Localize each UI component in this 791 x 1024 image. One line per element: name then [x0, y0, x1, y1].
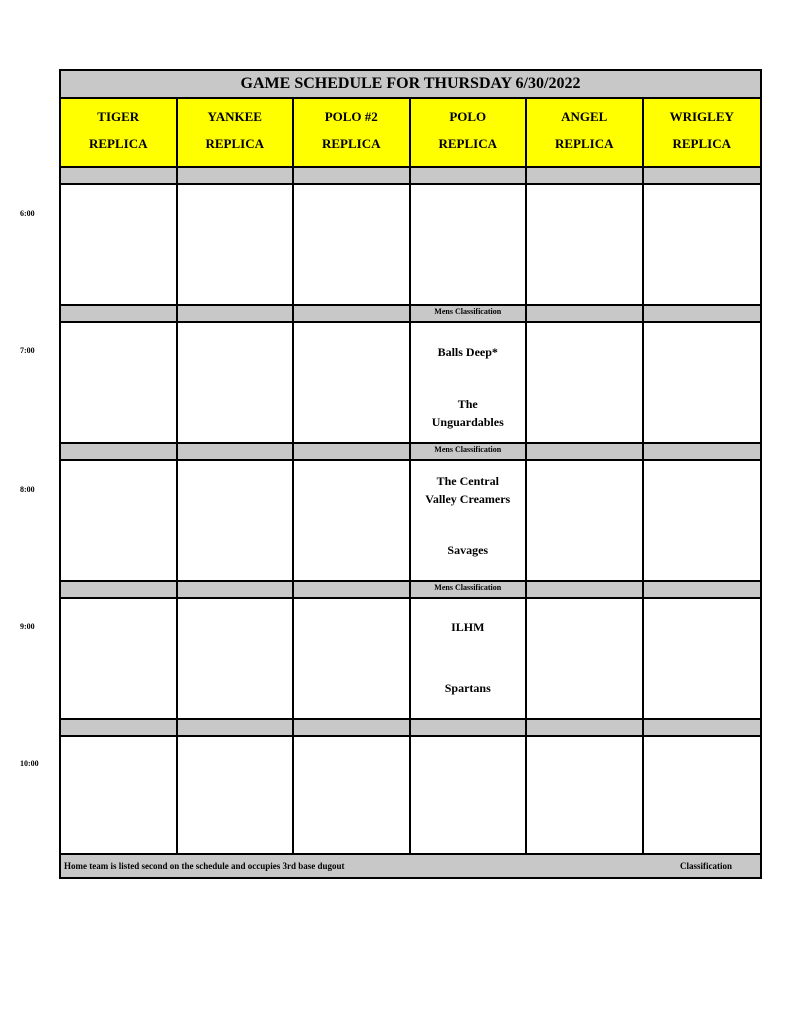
- slot-divider: [178, 580, 293, 599]
- slot-divider: [644, 304, 761, 323]
- slot-divider: [527, 166, 642, 185]
- away-team: Balls Deep*: [437, 345, 498, 359]
- field-name: POLO #2: [324, 109, 378, 124]
- slot-divider: [61, 442, 176, 461]
- time-label-9: 9:00: [20, 622, 35, 631]
- slot-divider: [61, 580, 176, 599]
- field-column-wrigley: [644, 99, 761, 879]
- slot-divider: [644, 442, 761, 461]
- home-team-line1: The: [457, 397, 478, 411]
- classification-label: Mens Classification: [411, 442, 526, 461]
- away-team-line1: The Central: [436, 474, 499, 488]
- slot-divider: [527, 718, 642, 737]
- away-team-line2: Valley Creamers: [425, 492, 511, 506]
- slot-divider: [178, 304, 293, 323]
- slot-divider: [644, 166, 761, 185]
- slot-divider: [644, 580, 761, 599]
- home-team: Spartans: [444, 681, 491, 695]
- home-team-line2: Unguardables: [431, 415, 504, 429]
- home-team: Savages: [447, 543, 489, 557]
- away-team: ILHM: [451, 620, 485, 634]
- field-column-yankee: [178, 99, 295, 879]
- field-column-angel: [527, 99, 644, 879]
- slot-divider: [411, 718, 526, 737]
- field-column-polo: [411, 99, 528, 879]
- slot-divider: [527, 304, 642, 323]
- field-header-polo: [411, 99, 526, 166]
- slot-divider: [178, 442, 293, 461]
- slot-divider: [61, 166, 176, 185]
- home-team-note: Home team is listed second on the schedule and occupies 3rd base dugout: [64, 861, 345, 871]
- slot-divider: [178, 166, 293, 185]
- field-name: TIGER: [97, 109, 140, 124]
- field-type: REPLICA: [205, 136, 264, 151]
- field-name: YANKEE: [207, 109, 262, 124]
- schedule-title: GAME SCHEDULE FOR THURSDAY 6/30/2022: [61, 71, 760, 99]
- field-type: REPLICA: [672, 136, 731, 151]
- slot-divider: [61, 304, 176, 323]
- field-header-yankee: [178, 99, 293, 166]
- classification-label: Mens Classification: [411, 304, 526, 323]
- field-type: REPLICA: [321, 136, 381, 151]
- game-schedule-table: [59, 69, 762, 879]
- slot-divider: [294, 304, 409, 323]
- field-name: WRIGLEY: [669, 109, 734, 124]
- slot-divider: [527, 442, 642, 461]
- field-column-tiger: [61, 99, 178, 879]
- field-name: POLO: [449, 109, 487, 124]
- classification-label: Classification: [679, 861, 732, 871]
- slot-divider: [294, 718, 409, 737]
- field-header-tiger: [61, 99, 176, 166]
- classification-label: Mens Classification: [411, 580, 526, 599]
- slot-divider: [61, 718, 176, 737]
- slot-divider: [527, 580, 642, 599]
- field-header-angel: [527, 99, 642, 166]
- slot-divider: [294, 442, 409, 461]
- field-name: ANGEL: [561, 109, 608, 124]
- field-type: REPLICA: [438, 136, 497, 151]
- slot-divider: [178, 718, 293, 737]
- field-header-wrigley: [644, 99, 761, 166]
- time-label-10: 10:00: [20, 759, 39, 768]
- time-label-8: 8:00: [20, 485, 35, 494]
- time-label-7: 7:00: [20, 346, 35, 355]
- field-type: REPLICA: [88, 136, 148, 151]
- slot-divider: [294, 580, 409, 599]
- field-column-polo-2: [294, 99, 411, 879]
- field-header-polo-2: [294, 99, 409, 166]
- slot-divider: [644, 718, 761, 737]
- time-label-6: 6:00: [20, 209, 35, 218]
- schedule-footer: [61, 853, 760, 877]
- field-type: REPLICA: [554, 136, 614, 151]
- slot-divider: [411, 166, 526, 185]
- slot-divider: [294, 166, 409, 185]
